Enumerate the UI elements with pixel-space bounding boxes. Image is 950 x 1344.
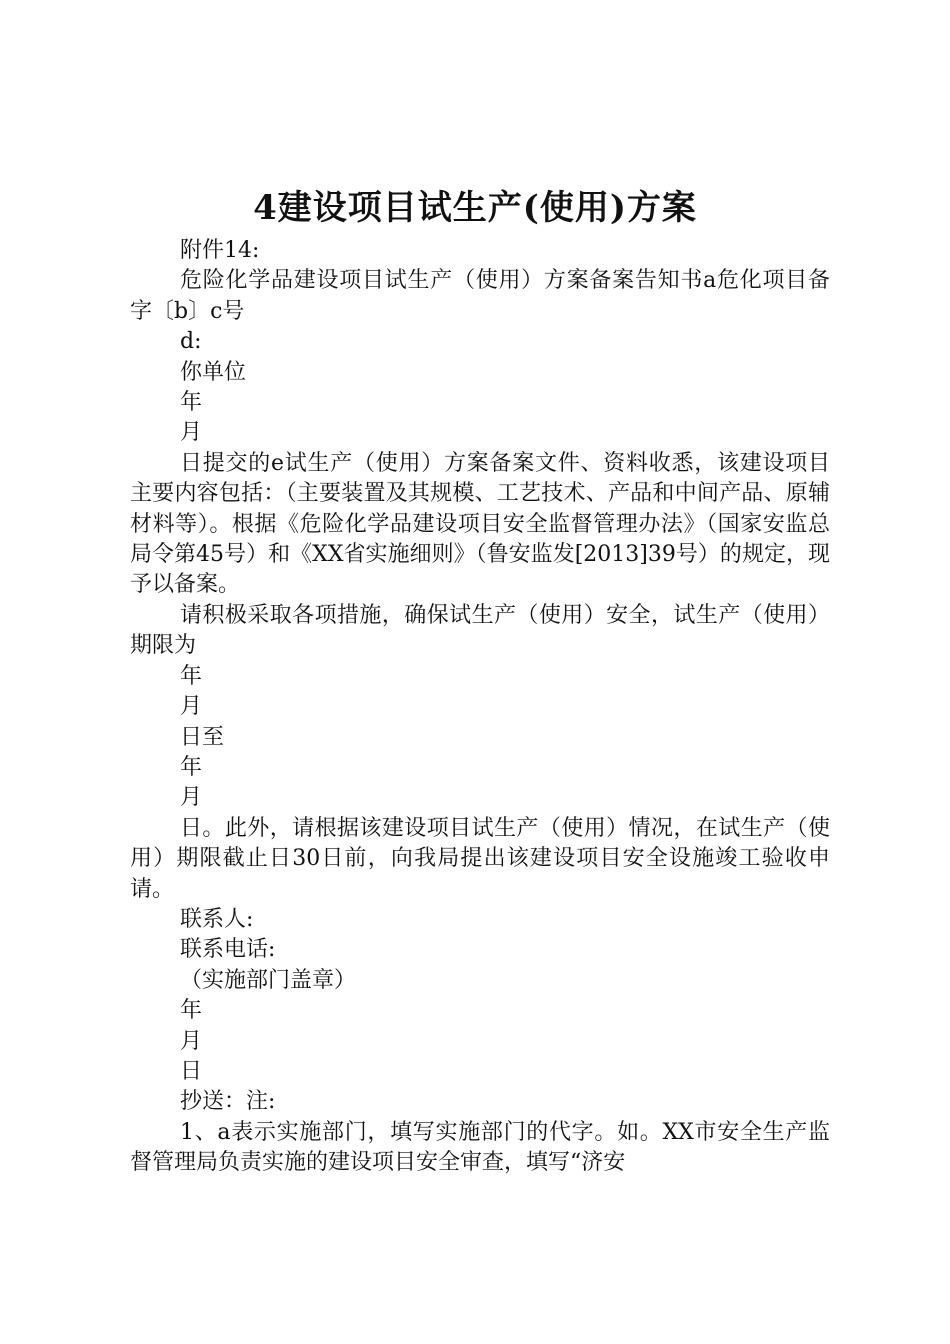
paragraph-year: 年: [180, 663, 203, 689]
paragraph-addressee: d:: [180, 329, 202, 355]
paragraph-day: 日: [180, 1058, 203, 1084]
paragraph-year: 年: [180, 998, 203, 1024]
paragraph-month: 月: [180, 420, 203, 446]
document-body: [130, 236, 830, 1179]
paragraph-contact-person: 联系人:: [180, 906, 254, 932]
paragraph-day-to: 日至: [180, 724, 225, 750]
document-title: 4建设项目试生产(使用)方案: [253, 188, 697, 228]
paragraph-your-unit: 你单位: [180, 359, 247, 385]
paragraph-year: 年: [180, 754, 203, 780]
paragraph-note-item-1: 1、a表示实施部门，填写实施部门的代字。如。XX市安全生产监督管理局负责实施的建设项目安全审查，填写“济安: [130, 1119, 830, 1176]
paragraph-contact-phone: 联系电话:: [180, 937, 276, 963]
paragraph-safety-period: 请积极采取各项措施，确保试生产（使用）安全，试生产（使用）期限为: [130, 602, 830, 659]
paragraph-month: 月: [180, 694, 203, 720]
paragraph-seal: （实施部门盖章）: [180, 967, 357, 993]
paragraph-month: 月: [180, 785, 203, 811]
paragraph-cc-note: 抄送：注:: [180, 1089, 276, 1115]
paragraph-submission-details: 日提交的e试生产（使用）方案备案文件、资料收悉，该建设项目主要内容包括：（主要装置及其规模、工艺技术、产品和中间产品、原辅材料等）。根据《危险化学品建设项目安全监督管理办法》（国家安监总局令第45号）和《XX省实施细则》（鲁安监发[2013]39号）的规定，现予以备案。: [130, 450, 830, 598]
paragraph-notice-title: 危险化学品建设项目试生产（使用）方案备案告知书a危化项目备字〔b〕c号: [130, 268, 830, 324]
paragraph-month: 月: [180, 1028, 203, 1054]
paragraph-acceptance-request: 日。此外，请根据该建设项目试生产（使用）情况，在试生产（使用）期限截止日30日前，向我局提出该建设项目安全设施竣工验收申请。: [130, 815, 830, 902]
paragraph-attachment-label: 附件14:: [180, 238, 260, 263]
paragraph-year: 年: [180, 390, 203, 416]
